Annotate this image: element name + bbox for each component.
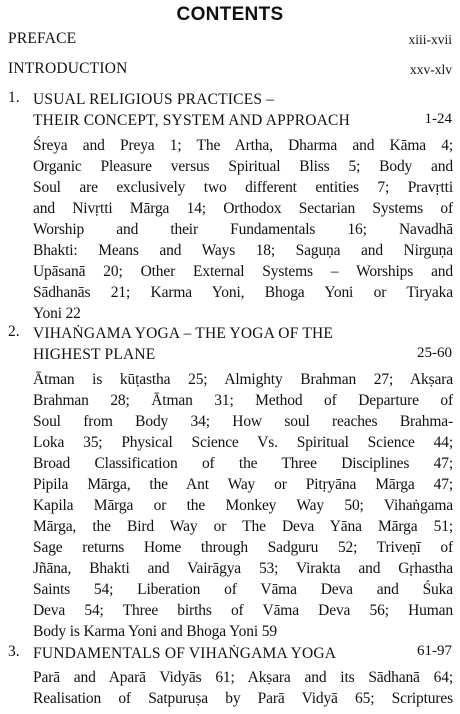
- chapter-2-topics: [33, 369, 453, 642]
- chapter-heading: [33, 89, 350, 131]
- topic-line: Upāsanā 20; Other External Systems – Worships and: [33, 263, 453, 280]
- topic-line: Worship and their Fundamentals 16; Navadhā: [33, 221, 453, 238]
- chapter-heading-line: USUAL RELIGIOUS PRACTICES –: [33, 91, 275, 108]
- topic-line: Kapila Mārga or the Monkey Way 50; Vihaṅgama: [33, 497, 453, 514]
- topic-line: Sage returns Home through Sadguru 52; Triveṇī of: [33, 539, 453, 556]
- topic-line: Body is Karma Yoni and Bhoga Yoni 59: [33, 623, 277, 640]
- preface-pages: xiii-xvii: [408, 32, 452, 47]
- chapter-3-topics: [33, 667, 453, 709]
- topic-line: Bhakti: Means and Ways 18; Saguṇa and Nirguṇa: [33, 242, 453, 259]
- chapter-number: 2.: [8, 323, 20, 340]
- topic-line: Ātman is kūṭastha 25; Almighty Brahman 27; Akṣara: [33, 371, 453, 388]
- topic-line: Deva 54; Three births of Vāma Deva 56; Human: [33, 602, 453, 619]
- topic-line: and Nivṛtti Mārga 14; Orthodox Sectarian Systems of: [33, 200, 453, 217]
- topic-line: Soul are exclusively two different entities 7; Pravṛtti: [33, 179, 453, 196]
- topic-line: Soul from Body 34; How soul reaches Brahma-: [33, 413, 453, 430]
- preface-label: PREFACE: [8, 30, 77, 47]
- topic-line: Jñāna, Bhakti and Vairāgya 53; Virakta and Gṛhastha: [33, 560, 453, 577]
- topic-line: Pipila Mārga, the Ant Way or Pitṛyāna Mārga 47;: [33, 476, 453, 493]
- chapter-heading-line: FUNDAMENTALS OF VIHAṄGAMA YOGA: [33, 645, 337, 662]
- topic-line: Brahman 28; Ātman 31; Method of Departure of: [33, 392, 453, 409]
- chapter-heading: [33, 643, 336, 664]
- topic-line: Broad Classification of the Three Disciplines 47;: [33, 455, 453, 472]
- topic-line: Realisation of Satpuruṣa by Parā Vidyā 65; Scriptures: [33, 690, 453, 707]
- topic-line: Loka 35; Physical Science Vs. Spiritual Science 44;: [33, 434, 453, 451]
- chapter-number: 3.: [8, 643, 20, 660]
- chapter-heading: [33, 323, 333, 365]
- chapter-pages: 1-24: [424, 111, 452, 127]
- page-title: CONTENTS: [176, 4, 284, 25]
- chapter-heading-line: VIHAṄGAMA YOGA – THE YOGA OF THE: [33, 325, 334, 342]
- chapter-heading-line: THEIR CONCEPT, SYSTEM AND APPROACH: [33, 112, 350, 129]
- chapter-pages: 61-97: [417, 643, 452, 659]
- topic-line: Saints 54; Liberation of Vāma Deva and Śuka: [33, 581, 453, 598]
- chapter-number: 1.: [8, 89, 20, 106]
- topic-line: Yoni 22: [33, 305, 81, 322]
- chapter-1-topics: [33, 135, 453, 324]
- topic-line: Śreya and Preya 1; The Artha, Dharma and Kāma 4;: [33, 137, 453, 154]
- topic-line: Organic Pleasure versus Spiritual Bliss 5; Body and: [33, 158, 453, 175]
- topic-line: Parā and Aparā Vidyās 61; Akṣara and its Sādhanā 64;: [33, 669, 453, 686]
- introduction-label: INTRODUCTION: [8, 60, 128, 77]
- topic-line: Mārga, the Bird Way or The Deva Yāna Mārga 51;: [33, 518, 453, 535]
- chapter-pages: 25-60: [417, 345, 452, 361]
- topic-line: Sādhanās 21; Karma Yoni, Bhoga Yoni or Tiryaka: [33, 284, 453, 301]
- introduction-pages: xxv-xlv: [410, 62, 452, 77]
- chapter-heading-line: HIGHEST PLANE: [33, 346, 156, 363]
